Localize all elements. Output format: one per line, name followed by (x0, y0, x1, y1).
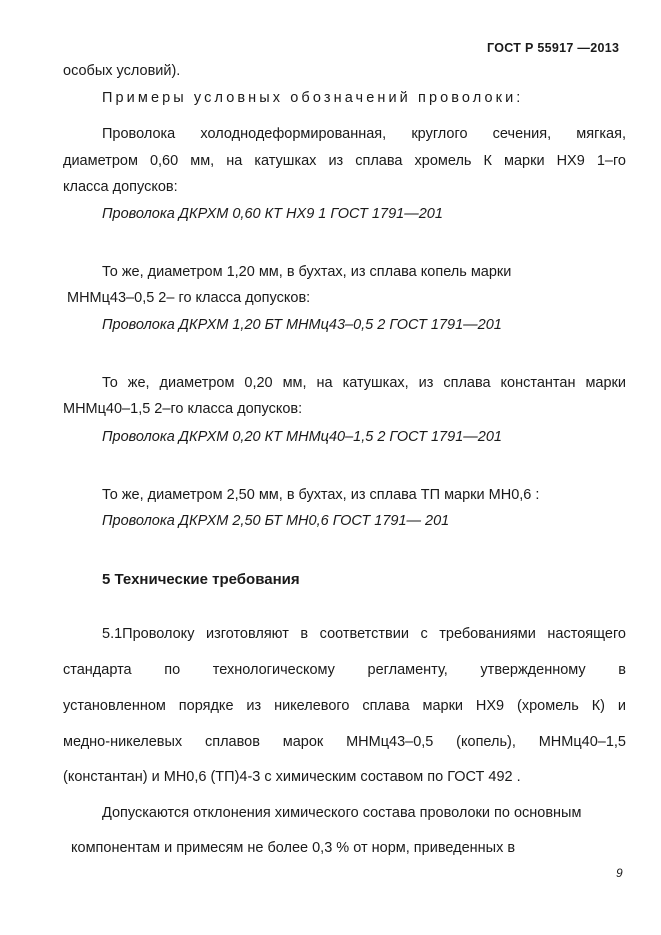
text-line: стандарта по технологическому регламенту, утвержденному в (63, 662, 626, 678)
examples-heading: Примеры условных обозначений проволоки: (102, 90, 524, 106)
text-line: МНМц40–1,5 2–го класса допусков: (63, 401, 303, 417)
designation-example: Проволока ДКРХМ 1,20 БТ МНМц43–0,5 2 ГОСТ 1791—201 (102, 317, 502, 333)
text-line: (константан) и МН0,6 (ТП)4-3 с химическим составом по ГОСТ 492 . (63, 769, 521, 785)
section-heading: 5 Технические требования (102, 571, 300, 588)
designation-example: Проволока ДКРХМ 0,60 КТ НХ9 1 ГОСТ 1791—201 (102, 206, 443, 222)
text-line: особых условий). (63, 63, 181, 79)
text-line: установленном порядке из никелевого сплава марки НХ9 (хромель К) и (63, 698, 626, 714)
text-line: То же, диаметром 1,20 мм, в бухтах, из сплава копель марки (102, 264, 512, 280)
text-line: То же, диаметром 0,20 мм, на катушках, из сплава константан марки (102, 375, 626, 391)
designation-example: Проволока ДКРХМ 0,20 КТ МНМц40–1,5 2 ГОСТ 1791—201 (102, 429, 502, 445)
text-line: То же, диаметром 2,50 мм, в бухтах, из сплава ТП марки МН0,6 : (102, 487, 540, 503)
designation-example: Проволока ДКРХМ 2,50 БТ МН0,6 ГОСТ 1791— 201 (102, 513, 450, 529)
text-line: диаметром 0,60 мм, на катушках из сплава хромель К марки НХ9 1–го (63, 153, 626, 169)
standard-header: ГОСТ Р 55917 —2013 (487, 41, 620, 55)
text-line: класса допусков: (63, 179, 178, 195)
text-line: 5.1Проволоку изготовляют в соответствии с требованиями настоящего (102, 626, 626, 642)
text-line: компонентам и примесям не более 0,3 % от норм, приведенных в (71, 840, 516, 856)
text-line: Проволока холоднодеформированная, круглого сечения, мягкая, (102, 126, 626, 142)
text-line: Допускаются отклонения химического состава проволоки по основным (102, 805, 582, 821)
text-line: МНМц43–0,5 2– го класса допусков: (67, 290, 311, 306)
text-line: медно-никелевых сплавов марок МНМц43–0,5 (копель), МНМц40–1,5 (63, 734, 626, 750)
page-number: 9 (616, 866, 623, 880)
